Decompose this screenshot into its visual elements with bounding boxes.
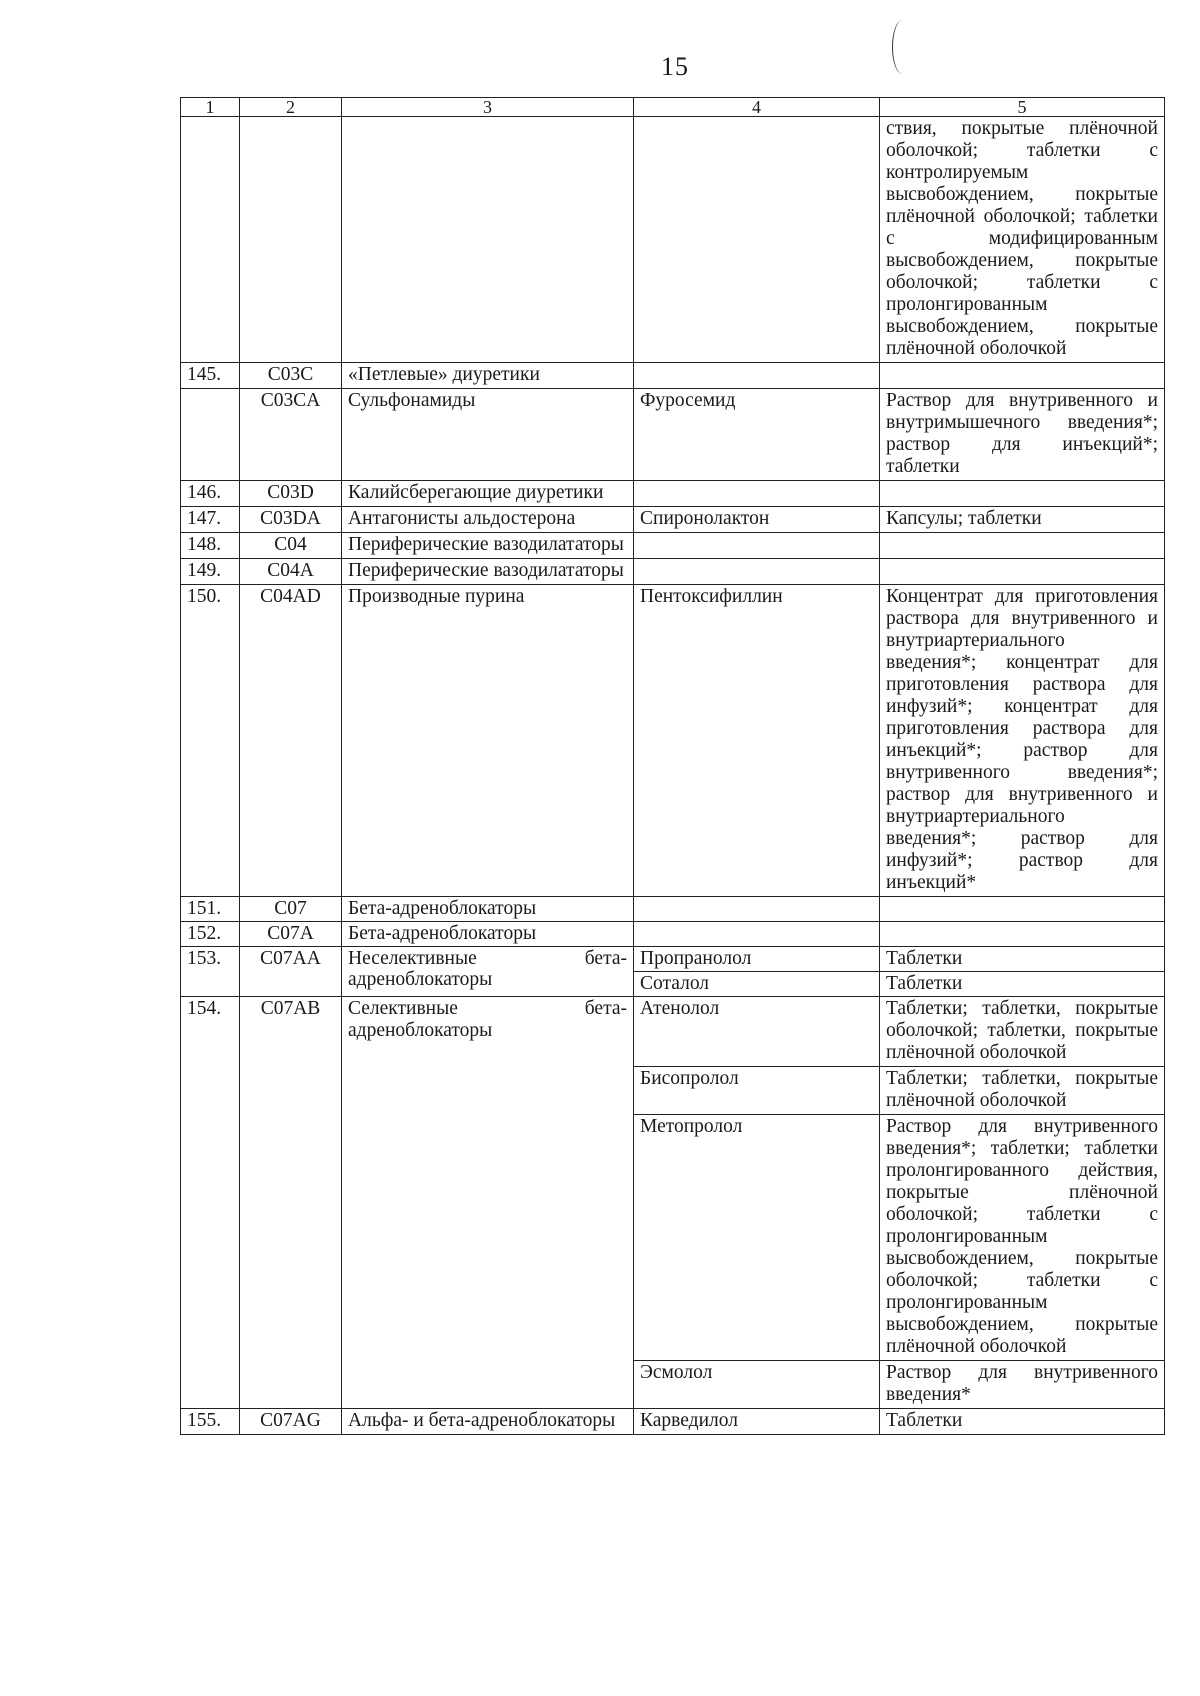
dosage-form [880,533,1165,559]
row-number: 152. [181,922,240,947]
dosage-form: Раствор для внутривенного введения*; таблетки; таблетки пролонгированного действия, покрытые плёночной оболочкой; таблетки с пролонгированным высвобождением, покрытые оболочкой; таблетки с пролонгированным высвобождением, покрытые плёночной оболочкой [880,1115,1165,1361]
dosage-form: Капсулы; таблетки [880,507,1165,533]
dosage-form: Концентрат для приготовления раствора для внутривенного и внутриартериального введения*; концентрат для приготовления раствора для инфузий*; концентрат для приготовления раствора для инъекций*; раствор для внутривенного введения*; раствор для внутривенного и внутриартериального введения*; раствор для инфузий*; раствор для инъекций* [880,585,1165,897]
drug-name [634,363,880,389]
table-row [181,897,1165,922]
drug-name: Пентоксифиллин [634,585,880,897]
dosage-form: Таблетки [880,947,1165,972]
page-number: 15 [661,52,689,81]
dosage-form [880,363,1165,389]
atc-code: C07AG [240,1409,342,1435]
row-number: 153. [181,947,240,997]
atc-code: C07A [240,922,342,947]
row-number: 146. [181,481,240,507]
header-col-2: 2 [240,98,342,117]
dosage-form: Таблетки [880,1409,1165,1435]
drug-name [634,922,880,947]
table-row [181,997,1165,1067]
header-col-3: 3 [342,98,634,117]
dosage-form: Раствор для внутривенного введения* [880,1361,1165,1409]
atc-code: C03DA [240,507,342,533]
row-number: 148. [181,533,240,559]
drug-name [634,533,880,559]
header-col-5: 5 [880,98,1165,117]
dosage-form [880,559,1165,585]
group-name: Калийсберегающие диуретики [342,481,634,507]
dosage-form: Таблетки [880,972,1165,997]
dosage-form [880,922,1165,947]
dosage-form: Таблетки; таблетки, покрытые оболочкой; таблетки, покрытые плёночной оболочкой [880,997,1165,1067]
row-number: 145. [181,363,240,389]
row-number: 149. [181,559,240,585]
dosage-form: Раствор для внутривенного и внутримышечного введения*; раствор для инъекций*; таблетки [880,389,1165,481]
table-row [181,1409,1165,1435]
atc-code: C07AB [240,997,342,1409]
drug-name [634,481,880,507]
table-row [181,507,1165,533]
table-row [181,585,1165,897]
atc-code: C03D [240,481,342,507]
group-name: Бета-адреноблокаторы [342,897,634,922]
table-row [181,559,1165,585]
row-number: 150. [181,585,240,897]
drug-name: Эсмолол [634,1361,880,1409]
column-number-header [181,98,1165,117]
group-name: Периферические вазодилататоры [342,533,634,559]
group-name: Сульфонамиды [342,389,634,481]
atc-code: C03CA [240,389,342,481]
group-name: Бета-адреноблокаторы [342,922,634,947]
header-col-1: 1 [181,98,240,117]
group-name: Антагонисты альдостерона [342,507,634,533]
drug-name: Спиронолактон [634,507,880,533]
group-name: Неселективные бета-адреноблокаторы [342,947,634,997]
group-name: Производные пурина [342,585,634,897]
group-name: Альфа- и бета-адреноблокаторы [342,1409,634,1435]
continuation-form-cell: ствия, покрытые плёночной оболочкой; таблетки с контролируемым высвобождением, покрытые плёночной оболочкой; таблетки с модифицированным высвобождением, покрытые оболочкой; таблетки с пролонгированным высвобождением, покрытые плёночной оболочкой [880,117,1165,363]
drug-name [634,897,880,922]
table-row [181,922,1165,947]
atc-code: C04AD [240,585,342,897]
table-row [181,533,1165,559]
margin-pen-mark [892,20,913,74]
drug-name: Фуросемид [634,389,880,481]
dosage-form: Таблетки; таблетки, покрытые плёночной оболочкой [880,1067,1165,1115]
group-name: «Петлевые» диуретики [342,363,634,389]
table-row [181,389,1165,481]
drug-name: Бисопролол [634,1067,880,1115]
atc-code: C03C [240,363,342,389]
row-number: 155. [181,1409,240,1435]
header-col-4: 4 [634,98,880,117]
atc-code: C07 [240,897,342,922]
table-row [181,481,1165,507]
dosage-form [880,481,1165,507]
atc-code: C04A [240,559,342,585]
group-name: Селективные бета-адреноблокаторы [342,997,634,1409]
drug-name [634,559,880,585]
row-number: 151. [181,897,240,922]
table-row [181,363,1165,389]
drug-name: Пропранолол [634,947,880,972]
row-number: 147. [181,507,240,533]
drug-name: Атенолол [634,997,880,1067]
table-row [181,947,1165,972]
row-number [181,389,240,481]
continuation-row [181,117,1165,363]
atc-code: C07AA [240,947,342,997]
group-name: Периферические вазодилататоры [342,559,634,585]
atc-code: C04 [240,533,342,559]
row-number: 154. [181,997,240,1409]
drug-name: Соталол [634,972,880,997]
drug-name: Карведилол [634,1409,880,1435]
drug-name: Метопролол [634,1115,880,1361]
drug-list-table [180,97,1165,1435]
dosage-form [880,897,1165,922]
